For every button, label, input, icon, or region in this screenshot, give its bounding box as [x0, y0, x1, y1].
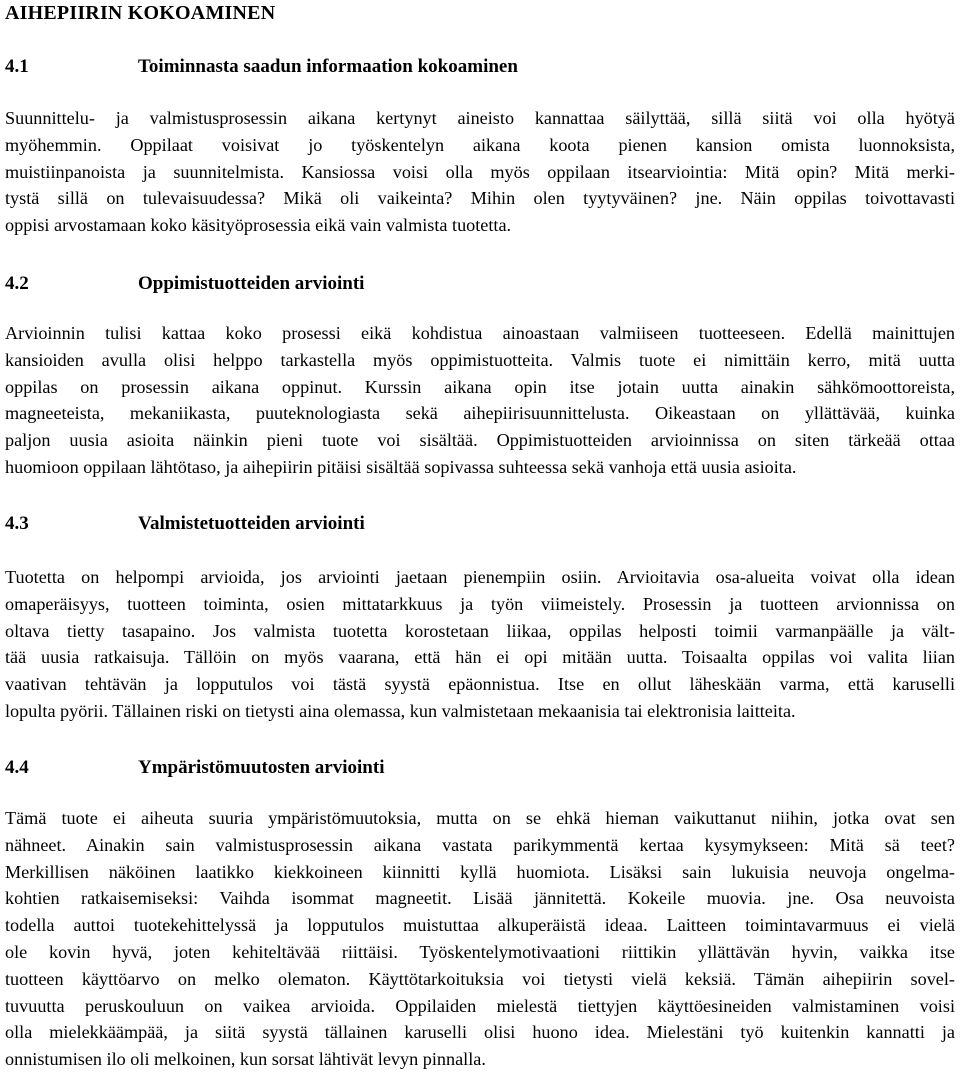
text-line: Arvioinnin tulisi kattaa koko prosessi eikä kohdistua ainoastaan valmiiseen tuotteeseen. Edellä mainittujen	[5, 323, 955, 343]
text-line: oltava tietty tasapaino. Jos valmista tuotetta korostetaan liikaa, oppilas helposti toimii varmanpäälle ja vält-	[5, 620, 955, 641]
section-number: 4.2	[5, 273, 29, 294]
text-line: tuvuutta peruskouluun on vaikea arvioida. Oppilaiden mielestä tiettyjen käyttöesineiden valmistaminen voisi	[5, 995, 955, 1016]
text-line: paljon uusia asioita näinkin pieni tuote voi sisältää. Oppimistuotteiden arvioinnissa on siten tärkeää ottaa	[5, 430, 955, 451]
text-line: huomioon oppilaan lähtötaso, ja aihepiirin pitäisi sisältää sopivassa suhteessa sekä vanhoja että uusia asioita.	[5, 456, 797, 477]
section-number: 4.1	[5, 56, 29, 77]
section-heading	[5, 55, 955, 79]
section-number: 4.3	[5, 513, 29, 534]
section-4-1	[5, 55, 955, 236]
document-page	[5, 0, 955, 1070]
section-number: 4.4	[5, 757, 29, 778]
text-line: ole kovin hyvä, joten kehiteltävää riittäisi. Työskentelymotivaationi riittikin yllättävän hyvin, vaikka itse	[5, 941, 955, 962]
section-heading	[5, 512, 955, 536]
text-line: kohtien ratkaisemiseksi: Vaihda isommat magneetit. Lisää jännitettä. Kokeile muovia. jne. Osa neuvoista	[5, 888, 955, 909]
text-line: tystä sillä on tulevaisuudessa? Mikä oli vaikeinta? Mihin olen tyytyväinen? jne. Näin oppilas toivottavasti	[5, 188, 955, 209]
text-line: vaativan tehtävän ja lopputulos voi tästä syystä epäonnistua. Itse en ollut läheskään varma, että karuselli	[5, 674, 955, 695]
text-line: Tämä tuote ei aiheuta suuria ympäristömuutoksia, mutta on se ehkä hieman vaikuttanut niihin, jotka ovat sen	[5, 808, 955, 828]
text-line: myöhemmin. Oppilaat voisivat jo työskentelyn aikana koota pienen kansion omista luonnoksista,	[5, 134, 955, 155]
text-line: magneeteista, mekaniikasta, puuteknologiasta sekä aihepiirisuunnittelusta. Oikeastaan on yllättävää, kuinka	[5, 403, 955, 424]
text-line: kansioiden avulla olisi helppo tarkastella myös oppimistuotteita. Valmis tuote ei nimittäin kerro, mitä uutta	[5, 349, 955, 370]
text-line: todella auttoi tuotekehittelyssä ja lopputulos muistuttaa alkuperäistä ideaa. Laitteen toimintavarmuus ei vielä	[5, 915, 955, 936]
text-line: muistiinpanoista ja suunnitelmista. Kansiossa voisi olla myös oppilaan itsearviointia: Mitä opin? Mitä merki-	[5, 161, 955, 182]
text-line: omaperäisyys, tuotteen toiminta, osien mittatarkkuus ja työn viimeistely. Prosessin ja tuotteen arvionnissa on	[5, 593, 955, 614]
text-line: Suunnittelu- ja valmistusprosessin aikana kertynyt aineisto kannattaa säilyttää, sillä siitä voi olla hyötyä	[5, 108, 955, 128]
text-line: Tuotetta on helpompi arvioida, jos arviointi jaetaan pienempiin osiin. Arvioitavia osa-alueita voivat olla idean	[5, 567, 955, 587]
section-4-4	[5, 756, 955, 1070]
text-line: onnistumisen ilo oli melkoinen, kun sorsat lähtivät levyn pinnalla.	[5, 1049, 486, 1070]
section-4-3	[5, 512, 955, 721]
text-line: tää uusia ratkaisuja. Tällöin on myös vaarana, että hän ei opi mitään uutta. Toisaalta oppilas voi valita liian	[5, 647, 955, 668]
text-line: lopulta pyörii. Tällainen riski on tietysti aina olemassa, kun valmistetaan mekaanisia tai elektronisia laitteita.	[5, 700, 796, 721]
section-paragraph	[5, 564, 955, 725]
text-line: nähneet. Ainakin sain valmistusprosessin aikana vastata parikymmentä kertaa kysymykseen: Mitä sä teet?	[5, 834, 955, 855]
text-line: oppisi arvostamaan koko käsityöprosessia eikä vain valmista tuotetta.	[5, 215, 512, 236]
section-title: Toiminnasta saadun informaation kokoaminen	[138, 56, 518, 77]
text-line: oppilas on prosessin aikana oppinut. Kurssin aikana opin itse jotain uutta ainakin sähkömoottoreista,	[5, 376, 955, 397]
section-heading	[5, 272, 955, 296]
section-4-2	[5, 272, 955, 477]
section-title: Ympäristömuutosten arviointi	[138, 757, 385, 778]
section-title: Valmistetuotteiden arviointi	[138, 513, 365, 534]
text-line: tuotteen käyttöarvo on melko olematon. Käyttötarkoituksia voi tietysti vielä keksiä. Tämän aihepiirin sovel-	[5, 968, 955, 989]
section-paragraph	[5, 805, 955, 1073]
text-line: Merkillisen näköinen laatikko kiekkoineen kiinnitti kyllä huomiota. Lisäksi sain lukuisia neuvoja ongelma-	[5, 861, 955, 882]
document-title: AIHEPIIRIN KOKOAMINEN	[5, 2, 276, 24]
section-paragraph	[5, 320, 955, 481]
text-line: olla mielekkäämpää, ja siitä syystä tällainen karuselli olisi huono idea. Mielestäni työ kuitenkin kannatti ja	[5, 1022, 955, 1043]
section-paragraph	[5, 105, 955, 239]
section-title: Oppimistuotteiden arviointi	[138, 273, 365, 294]
section-heading	[5, 756, 955, 780]
